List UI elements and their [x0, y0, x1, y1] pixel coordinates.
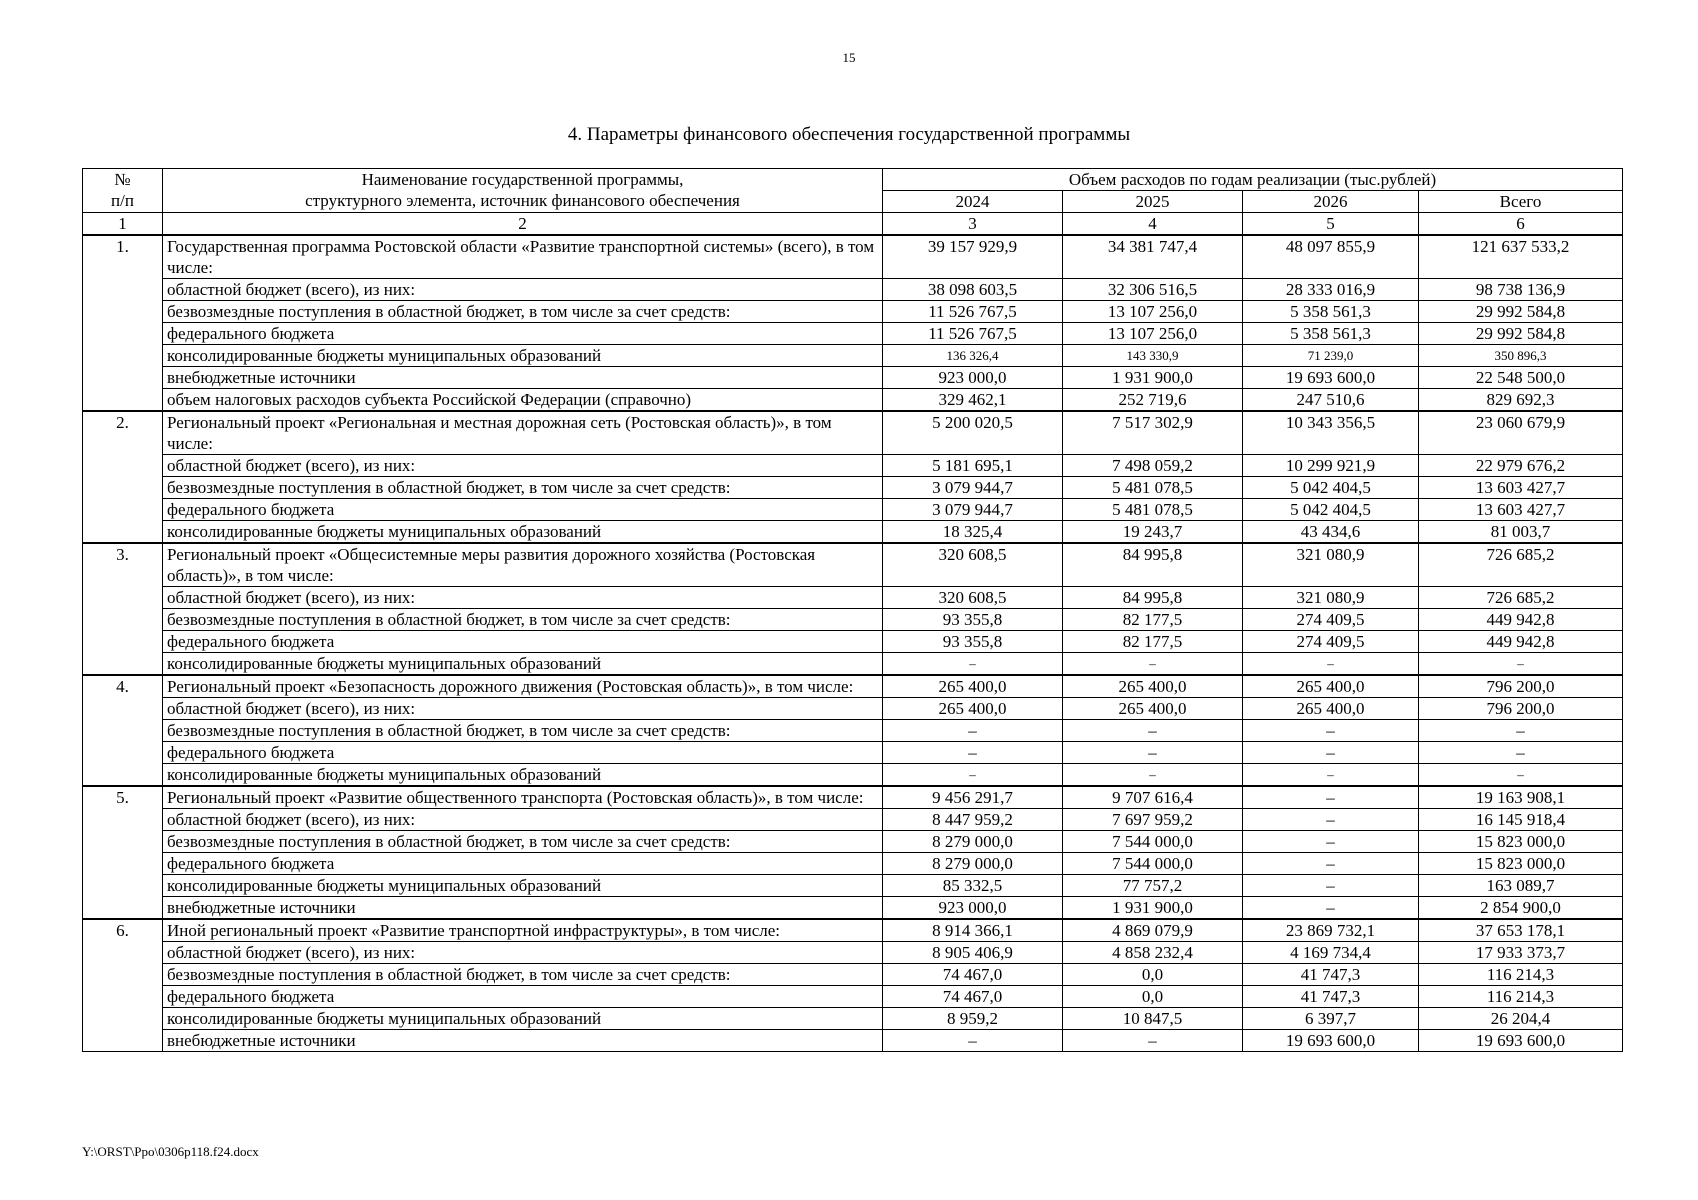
table-row	[83, 919, 1623, 942]
value-2024: 265 400,0	[883, 698, 1063, 720]
table-row	[83, 853, 1623, 875]
value-total: 22 979 676,2	[1419, 455, 1623, 477]
value-2026: –	[1243, 875, 1419, 897]
table-row	[83, 698, 1623, 720]
row-name: консолидированные бюджеты муниципальных образований	[163, 764, 883, 787]
row-name: Региональный проект «Региональная и местная дорожная сеть (Ростовская область)», в том числе:	[163, 411, 883, 455]
table-row	[83, 587, 1623, 609]
header-name	[163, 169, 883, 213]
value-2025: 252 719,6	[1063, 389, 1243, 412]
value-2024: 3 079 944,7	[883, 499, 1063, 521]
row-name: консолидированные бюджеты муниципальных образований	[163, 653, 883, 676]
value-2026: 265 400,0	[1243, 675, 1419, 698]
value-2026: 6 397,7	[1243, 1008, 1419, 1030]
value-total: 19 693 600,0	[1419, 1030, 1623, 1052]
row-name: федерального бюджета	[163, 853, 883, 875]
table-row	[83, 897, 1623, 920]
value-total: 2 854 900,0	[1419, 897, 1623, 920]
value-total: 26 204,4	[1419, 1008, 1623, 1030]
row-name: Региональный проект «Безопасность дорожного движения (Ростовская область)», в том числе:	[163, 675, 883, 698]
column-numbers-row	[83, 213, 1623, 236]
table-header	[83, 169, 1623, 236]
table-row	[83, 1008, 1623, 1030]
value-2026: 43 434,6	[1243, 521, 1419, 544]
value-total: 29 992 584,8	[1419, 323, 1623, 345]
row-name: областной бюджет (всего), из них:	[163, 279, 883, 301]
header-year-2024: 2024	[883, 191, 1063, 213]
value-2025: 143 330,9	[1063, 345, 1243, 367]
value-2026: 19 693 600,0	[1243, 1030, 1419, 1052]
row-name: безвозмездные поступления в областной бюджет, в том числе за счет средств:	[163, 720, 883, 742]
value-2025: 1 931 900,0	[1063, 897, 1243, 920]
row-number: 4.	[83, 675, 163, 786]
value-total: 81 003,7	[1419, 521, 1623, 544]
value-2024: –	[883, 1030, 1063, 1052]
row-number: 3.	[83, 543, 163, 675]
row-name: федерального бюджета	[163, 742, 883, 764]
value-total: 449 942,8	[1419, 631, 1623, 653]
value-2026: 5 358 561,3	[1243, 323, 1419, 345]
value-2025: 32 306 516,5	[1063, 279, 1243, 301]
value-2026: 5 042 404,5	[1243, 477, 1419, 499]
table-row	[83, 764, 1623, 787]
header-year-2025: 2025	[1063, 191, 1243, 213]
value-2024: 18 325,4	[883, 521, 1063, 544]
value-2025: 5 481 078,5	[1063, 477, 1243, 499]
table-row	[83, 279, 1623, 301]
value-2026: 10 343 356,5	[1243, 411, 1419, 455]
value-total: –	[1419, 764, 1623, 787]
value-2026: 4 169 734,4	[1243, 942, 1419, 964]
table-row	[83, 499, 1623, 521]
value-2024: 265 400,0	[883, 675, 1063, 698]
table-row	[83, 323, 1623, 345]
value-2026: 247 510,6	[1243, 389, 1419, 412]
table-row	[83, 455, 1623, 477]
value-2024: 8 447 959,2	[883, 809, 1063, 831]
value-total: –	[1419, 742, 1623, 764]
value-2024: –	[883, 764, 1063, 787]
table-row	[83, 367, 1623, 389]
column-number: 6	[1419, 213, 1623, 236]
value-2024: 329 462,1	[883, 389, 1063, 412]
row-name: Государственная программа Ростовской области «Развитие транспортной системы» (всего), в том числе:	[163, 235, 883, 279]
value-2025: 84 995,8	[1063, 587, 1243, 609]
row-name: внебюджетные источники	[163, 897, 883, 920]
value-2025: 265 400,0	[1063, 698, 1243, 720]
row-name: безвозмездные поступления в областной бюджет, в том числе за счет средств:	[163, 609, 883, 631]
value-total: 22 548 500,0	[1419, 367, 1623, 389]
column-number: 2	[163, 213, 883, 236]
table-row	[83, 301, 1623, 323]
row-name: Региональный проект «Общесистемные меры развития дорожного хозяйства (Ростовская область)», в том числе:	[163, 543, 883, 587]
value-2025: 77 757,2	[1063, 875, 1243, 897]
header-year-2026: 2026	[1243, 191, 1419, 213]
value-total: 29 992 584,8	[1419, 301, 1623, 323]
value-2025: 4 869 079,9	[1063, 919, 1243, 942]
table-row	[83, 720, 1623, 742]
value-2026: 28 333 016,9	[1243, 279, 1419, 301]
page-number: 15	[842, 50, 856, 65]
value-2025: –	[1063, 742, 1243, 764]
table-row	[83, 786, 1623, 809]
file-path-footer: Y:\ORST\Ppo\0306p118.f24.docx	[82, 1144, 259, 1159]
value-2024: 8 914 366,1	[883, 919, 1063, 942]
value-2026: –	[1243, 786, 1419, 809]
row-name: консолидированные бюджеты муниципальных образований	[163, 1008, 883, 1030]
column-number: 5	[1243, 213, 1419, 236]
value-total: 16 145 918,4	[1419, 809, 1623, 831]
value-2025: 19 243,7	[1063, 521, 1243, 544]
row-name: консолидированные бюджеты муниципальных образований	[163, 521, 883, 544]
value-2026: 5 042 404,5	[1243, 499, 1419, 521]
value-2026: 71 239,0	[1243, 345, 1419, 367]
value-2026: 321 080,9	[1243, 587, 1419, 609]
financing-table	[82, 168, 1623, 1052]
value-total: 163 089,7	[1419, 875, 1623, 897]
value-2025: –	[1063, 1030, 1243, 1052]
header-num-line1: №	[114, 170, 131, 189]
row-number: 5.	[83, 786, 163, 919]
value-2025: 0,0	[1063, 986, 1243, 1008]
value-2025: 13 107 256,0	[1063, 301, 1243, 323]
value-2024: 923 000,0	[883, 367, 1063, 389]
value-2024: 320 608,5	[883, 543, 1063, 587]
table-row	[83, 345, 1623, 367]
value-2024: 8 905 406,9	[883, 942, 1063, 964]
value-total: 98 738 136,9	[1419, 279, 1623, 301]
value-total: 15 823 000,0	[1419, 831, 1623, 853]
value-2026: 48 097 855,9	[1243, 235, 1419, 279]
column-number: 1	[83, 213, 163, 236]
row-name: Иной региональный проект «Развитие транспортной инфраструктуры», в том числе:	[163, 919, 883, 942]
value-2025: –	[1063, 720, 1243, 742]
table-row	[83, 389, 1623, 412]
row-name: областной бюджет (всего), из них:	[163, 455, 883, 477]
table-row	[83, 986, 1623, 1008]
value-2024: 5 200 020,5	[883, 411, 1063, 455]
section-title: 4. Параметры финансового обеспечения государственной программы	[567, 124, 1131, 145]
value-total: 796 200,0	[1419, 698, 1623, 720]
value-total: 13 603 427,7	[1419, 499, 1623, 521]
header-total: Всего	[1419, 191, 1623, 213]
table-row	[83, 653, 1623, 676]
row-name: Региональный проект «Развитие общественного транспорта (Ростовская область)», в том числе:	[163, 786, 883, 809]
value-2024: –	[883, 742, 1063, 764]
row-name: безвозмездные поступления в областной бюджет, в том числе за счет средств:	[163, 964, 883, 986]
value-2026: –	[1243, 720, 1419, 742]
row-name: областной бюджет (всего), из них:	[163, 587, 883, 609]
row-name: безвозмездные поступления в областной бюджет, в том числе за счет средств:	[163, 831, 883, 853]
value-2024: 74 467,0	[883, 964, 1063, 986]
value-2024: 93 355,8	[883, 631, 1063, 653]
row-name: областной бюджет (всего), из них:	[163, 942, 883, 964]
value-2026: 274 409,5	[1243, 609, 1419, 631]
value-total: 829 692,3	[1419, 389, 1623, 412]
value-2025: 265 400,0	[1063, 675, 1243, 698]
value-2026: 41 747,3	[1243, 986, 1419, 1008]
value-2026: 265 400,0	[1243, 698, 1419, 720]
value-2025: 84 995,8	[1063, 543, 1243, 587]
header-num-line2: п/п	[111, 191, 134, 210]
value-2026: –	[1243, 897, 1419, 920]
table-row	[83, 809, 1623, 831]
value-2026: –	[1243, 742, 1419, 764]
row-name: областной бюджет (всего), из них:	[163, 698, 883, 720]
column-number: 4	[1063, 213, 1243, 236]
value-total: 350 896,3	[1419, 345, 1623, 367]
value-total: 37 653 178,1	[1419, 919, 1623, 942]
value-2025: 34 381 747,4	[1063, 235, 1243, 279]
value-total: 17 933 373,7	[1419, 942, 1623, 964]
value-2024: 9 456 291,7	[883, 786, 1063, 809]
value-2025: 9 707 616,4	[1063, 786, 1243, 809]
value-2026: 10 299 921,9	[1243, 455, 1419, 477]
row-name: внебюджетные источники	[163, 367, 883, 389]
table-row	[83, 235, 1623, 279]
value-2024: 11 526 767,5	[883, 301, 1063, 323]
table-body	[83, 235, 1623, 1052]
value-2024: 136 326,4	[883, 345, 1063, 367]
value-2024: 38 098 603,5	[883, 279, 1063, 301]
table-row	[83, 411, 1623, 455]
value-2026: –	[1243, 809, 1419, 831]
value-2026: 23 869 732,1	[1243, 919, 1419, 942]
value-total: –	[1419, 720, 1623, 742]
value-2026: 274 409,5	[1243, 631, 1419, 653]
header-name-line2: структурного элемента, источник финансового обеспечения	[305, 191, 740, 210]
table-row	[83, 875, 1623, 897]
value-total: 116 214,3	[1419, 986, 1623, 1008]
table-row	[83, 521, 1623, 544]
value-2025: 1 931 900,0	[1063, 367, 1243, 389]
table-row	[83, 477, 1623, 499]
value-2025: 0,0	[1063, 964, 1243, 986]
value-2025: 7 544 000,0	[1063, 853, 1243, 875]
value-2024: –	[883, 653, 1063, 676]
row-name: федерального бюджета	[163, 631, 883, 653]
column-number: 3	[883, 213, 1063, 236]
value-2024: 39 157 929,9	[883, 235, 1063, 279]
value-2026: 19 693 600,0	[1243, 367, 1419, 389]
row-number: 2.	[83, 411, 163, 543]
value-2024: 8 279 000,0	[883, 853, 1063, 875]
value-2024: 320 608,5	[883, 587, 1063, 609]
value-2025: 7 697 959,2	[1063, 809, 1243, 831]
row-number: 1.	[83, 235, 163, 411]
value-2024: 8 279 000,0	[883, 831, 1063, 853]
value-2026: 5 358 561,3	[1243, 301, 1419, 323]
row-name: федерального бюджета	[163, 499, 883, 521]
value-total: 116 214,3	[1419, 964, 1623, 986]
value-2024: 93 355,8	[883, 609, 1063, 631]
header-name-line1: Наименование государственной программы,	[361, 170, 684, 189]
row-name: федерального бюджета	[163, 323, 883, 345]
row-number: 6.	[83, 919, 163, 1052]
row-name: федерального бюджета	[163, 986, 883, 1008]
value-2025: 13 107 256,0	[1063, 323, 1243, 345]
value-total: 23 060 679,9	[1419, 411, 1623, 455]
table-row	[83, 609, 1623, 631]
value-2024: 11 526 767,5	[883, 323, 1063, 345]
value-2024: 923 000,0	[883, 897, 1063, 920]
value-2026: 321 080,9	[1243, 543, 1419, 587]
header-volume: Объем расходов по годам реализации (тыс.рублей)	[883, 169, 1623, 191]
row-name: областной бюджет (всего), из них:	[163, 809, 883, 831]
table-row	[83, 675, 1623, 698]
value-total: 726 685,2	[1419, 543, 1623, 587]
table-row	[83, 964, 1623, 986]
value-2024: –	[883, 720, 1063, 742]
value-2024: 8 959,2	[883, 1008, 1063, 1030]
table-row	[83, 942, 1623, 964]
value-2025: 10 847,5	[1063, 1008, 1243, 1030]
value-2025: –	[1063, 653, 1243, 676]
value-2024: 3 079 944,7	[883, 477, 1063, 499]
row-name: безвозмездные поступления в областной бюджет, в том числе за счет средств:	[163, 301, 883, 323]
row-name: консолидированные бюджеты муниципальных образований	[163, 345, 883, 367]
value-2025: 82 177,5	[1063, 609, 1243, 631]
table-row	[83, 831, 1623, 853]
table-row	[83, 1030, 1623, 1052]
row-name: консолидированные бюджеты муниципальных образований	[163, 875, 883, 897]
value-2025: 7 498 059,2	[1063, 455, 1243, 477]
value-2026: –	[1243, 653, 1419, 676]
value-2025: 7 517 302,9	[1063, 411, 1243, 455]
value-total: 796 200,0	[1419, 675, 1623, 698]
table-row	[83, 742, 1623, 764]
value-2024: 74 467,0	[883, 986, 1063, 1008]
value-2024: 5 181 695,1	[883, 455, 1063, 477]
value-2024: 85 332,5	[883, 875, 1063, 897]
table-row	[83, 543, 1623, 587]
row-name: безвозмездные поступления в областной бюджет, в том числе за счет средств:	[163, 477, 883, 499]
value-2026: –	[1243, 853, 1419, 875]
value-total: 15 823 000,0	[1419, 853, 1623, 875]
table-row	[83, 631, 1623, 653]
value-2025: 82 177,5	[1063, 631, 1243, 653]
value-2025: 5 481 078,5	[1063, 499, 1243, 521]
value-total: 449 942,8	[1419, 609, 1623, 631]
value-2025: 7 544 000,0	[1063, 831, 1243, 853]
value-2025: –	[1063, 764, 1243, 787]
value-2026: –	[1243, 764, 1419, 787]
value-2025: 4 858 232,4	[1063, 942, 1243, 964]
value-total: 19 163 908,1	[1419, 786, 1623, 809]
value-total: 13 603 427,7	[1419, 477, 1623, 499]
value-total: 726 685,2	[1419, 587, 1623, 609]
row-name: объем налоговых расходов субъекта Российской Федерации (справочно)	[163, 389, 883, 412]
value-2026: 41 747,3	[1243, 964, 1419, 986]
header-num	[83, 169, 163, 213]
value-2026: –	[1243, 831, 1419, 853]
value-total: 121 637 533,2	[1419, 235, 1623, 279]
value-total: –	[1419, 653, 1623, 676]
row-name: внебюджетные источники	[163, 1030, 883, 1052]
